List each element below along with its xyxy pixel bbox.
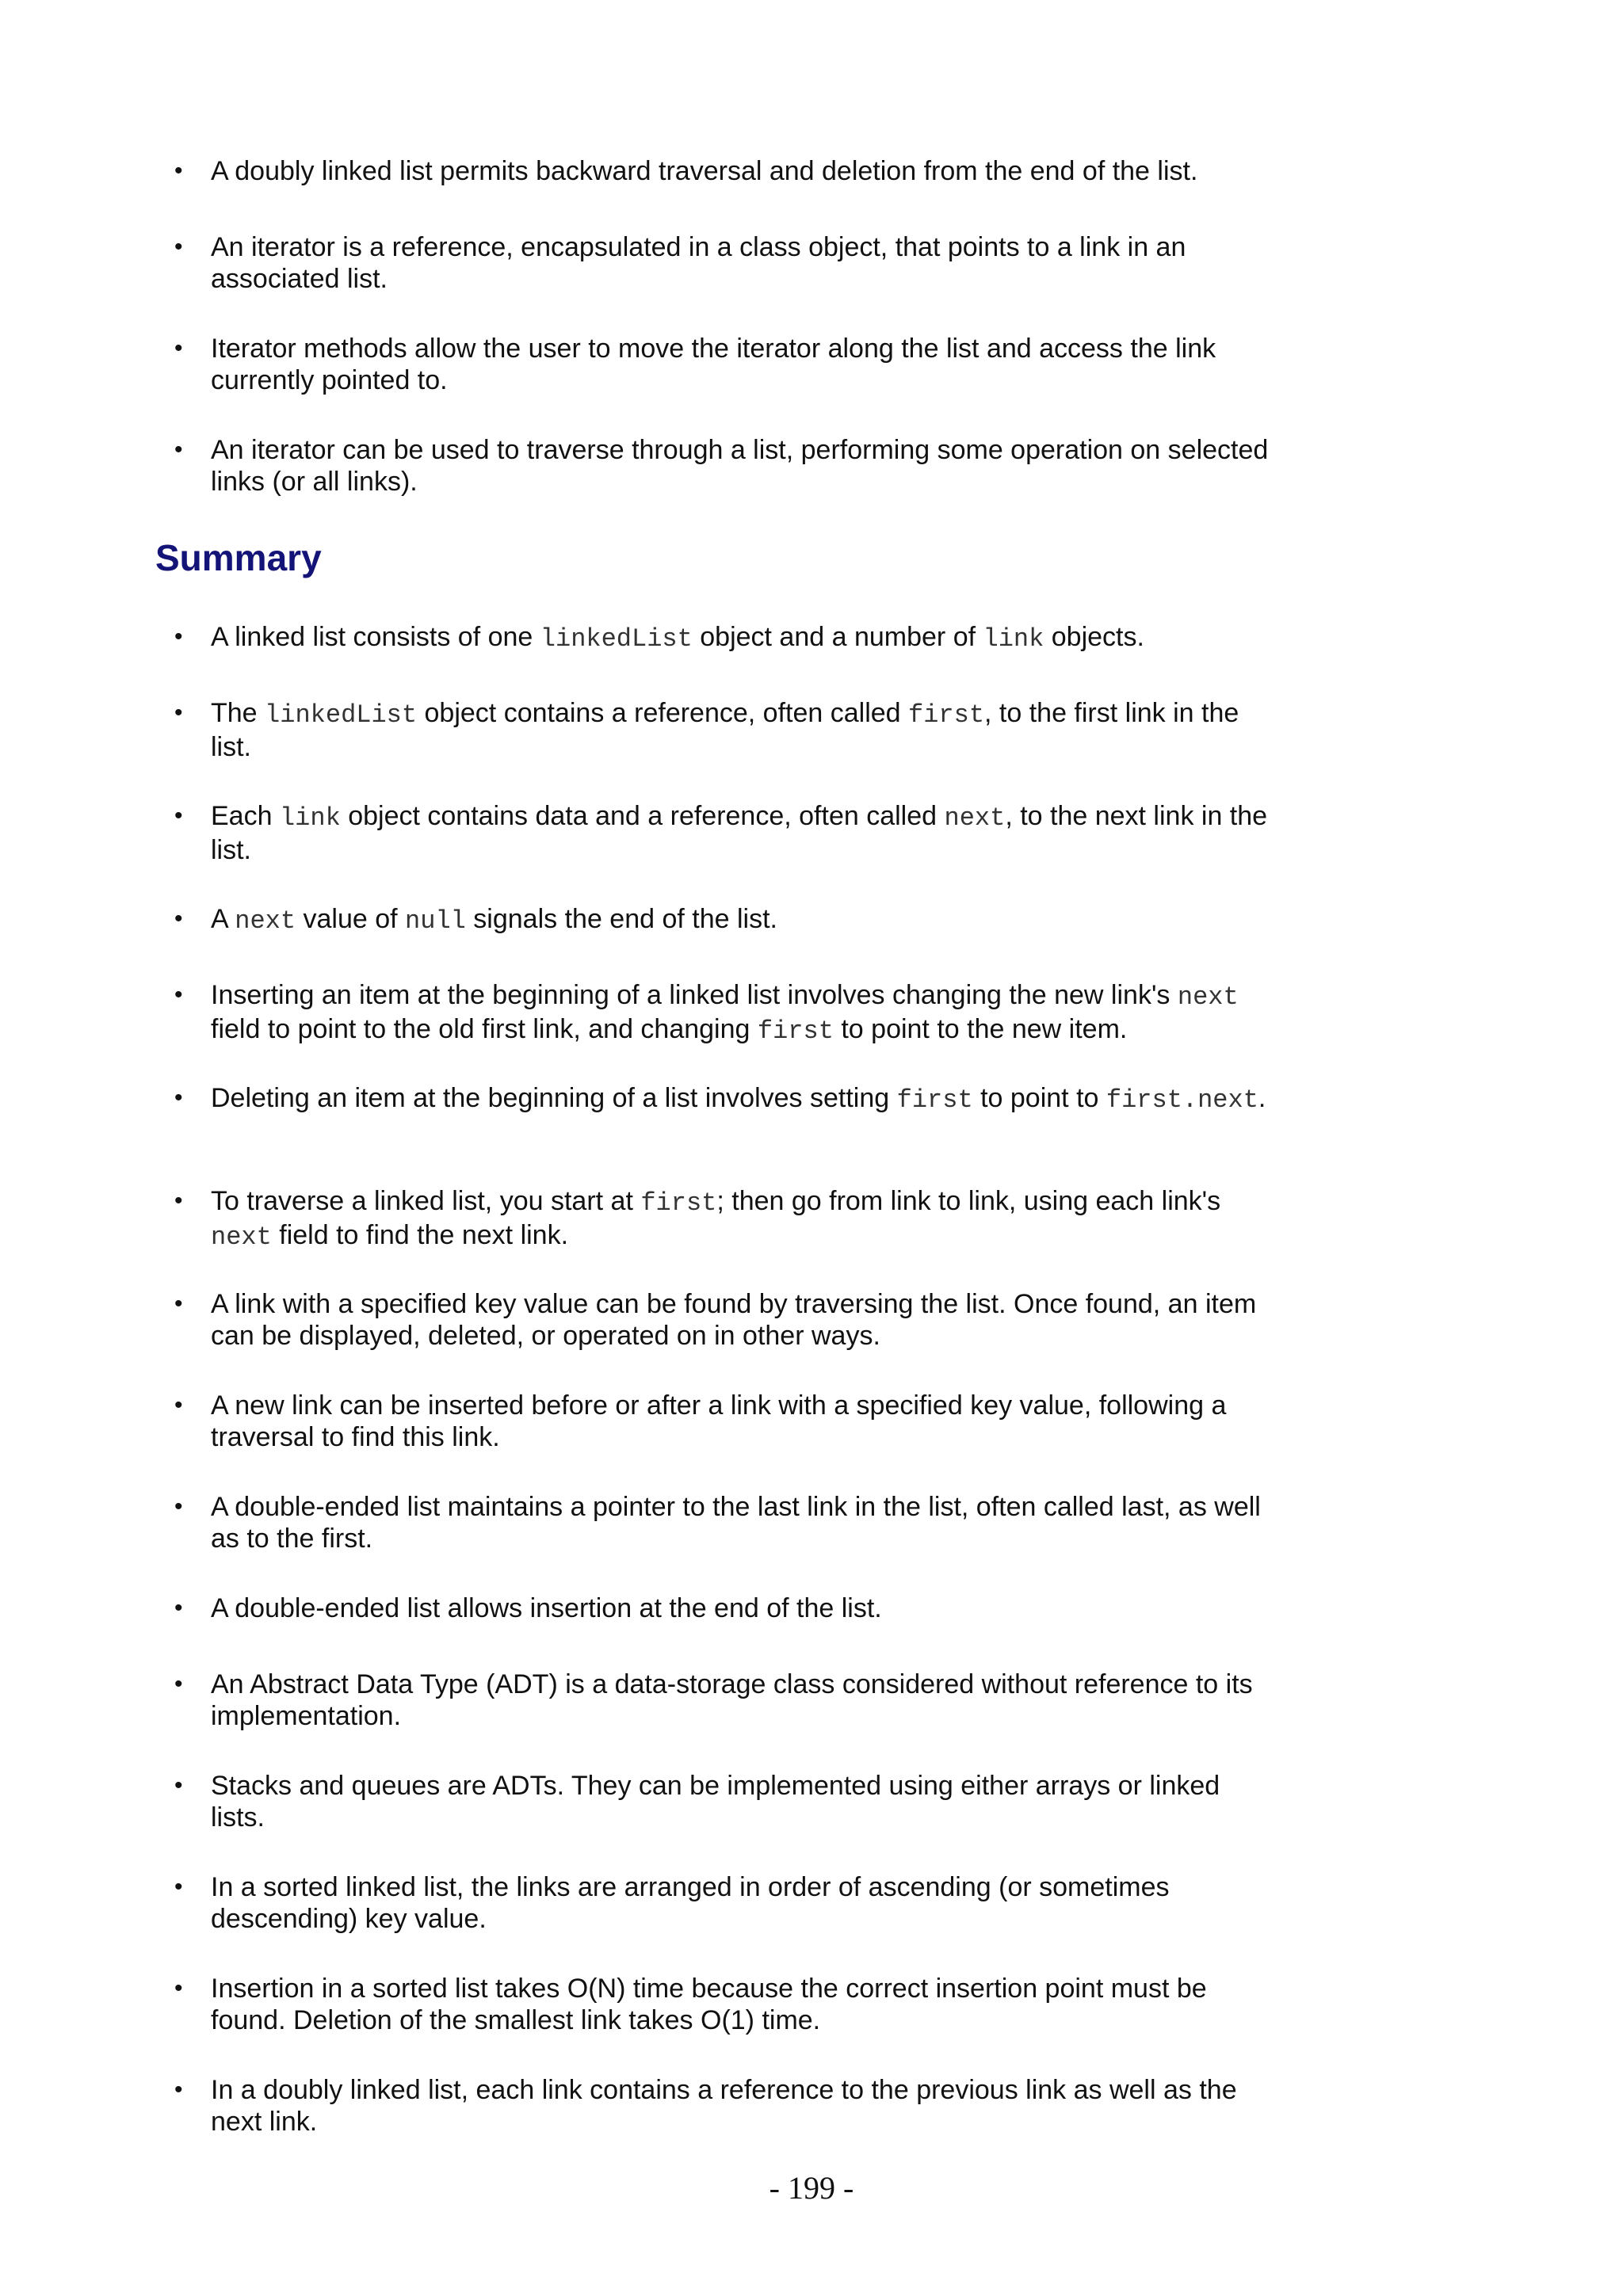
inline-code: next (211, 1222, 272, 1252)
bullet-icon: • (174, 1772, 183, 1798)
bullet-icon: • (174, 1188, 183, 1214)
text-run: Iterator methods allow the user to move the iterator along the list and access the link currently pointed to. (211, 334, 1216, 395)
text-run: to point to (972, 1083, 1106, 1113)
bullet-icon: • (174, 335, 183, 361)
text-run: ; then go from link to link, using each link's (716, 1186, 1221, 1216)
bullet-icon: • (174, 158, 183, 184)
section-heading-summary: Summary (155, 537, 322, 578)
text-run: An Abstract Data Type (ADT) is a data-storage class considered without reference to its implementation. (211, 1669, 1253, 1731)
list-item-text (211, 697, 1281, 763)
text-run: , to the first link in the list. (211, 698, 1239, 762)
bullet-icon: • (174, 1874, 183, 1900)
bullet-icon: • (174, 624, 183, 650)
text-run: A (211, 904, 235, 934)
inline-code: linkedList (540, 624, 693, 654)
inline-code: first (757, 1016, 834, 1046)
bullet-icon: • (174, 1085, 183, 1111)
bullet-icon: • (174, 1975, 183, 2001)
text-run: Stacks and queues are ADTs. They can be implemented using either arrays or linked lists. (211, 1771, 1220, 1833)
list-item-text (211, 1871, 1281, 1935)
list-item-text (211, 333, 1281, 396)
list-item-text (211, 979, 1281, 1047)
text-run: In a sorted linked list, the links are arranged in order of ascending (or sometimes descending) key value. (211, 1872, 1170, 1934)
text-run: object and a number of (692, 622, 983, 652)
list-item-text (211, 231, 1281, 295)
inline-code: linkedList (265, 700, 418, 730)
text-run: field to point to the old first link, and changing (211, 1014, 758, 1044)
inline-code: link (983, 624, 1044, 654)
list-item-text (211, 1390, 1281, 1453)
text-run: A link with a specified key value can be found by traversing the list. Once found, an item can be displayed, deleted, or operated on in other ways. (211, 1289, 1257, 1351)
text-run: field to find the next link. (271, 1220, 569, 1250)
text-run: A doubly linked list permits backward traversal and deletion from the end of the list. (211, 156, 1198, 186)
inline-code: next (1177, 982, 1239, 1012)
text-run: Each (211, 801, 280, 831)
text-run: A linked list consists of one (211, 622, 540, 652)
text-run: value of (296, 904, 406, 934)
text-run: To traverse a linked list, you start at (211, 1186, 641, 1216)
bullet-icon: • (174, 906, 183, 932)
inline-code: first.next (1106, 1085, 1258, 1115)
text-run: to point to the new item. (833, 1014, 1128, 1044)
bullet-icon: • (174, 803, 183, 829)
text-run: Deleting an item at the beginning of a list involves setting (211, 1083, 897, 1113)
list-item-text (211, 1770, 1281, 1833)
text-run: The (211, 698, 265, 728)
list-item-text (211, 903, 1281, 937)
list-item-text (211, 1082, 1281, 1116)
bullet-icon: • (174, 982, 183, 1008)
text-run: , to the next link in the list. (211, 801, 1268, 865)
inline-code: next (235, 906, 296, 936)
inline-code: first (896, 1085, 973, 1115)
page-number: - 199 - (769, 2170, 854, 2206)
bullet-icon: • (174, 437, 183, 463)
bullet-icon: • (174, 700, 183, 726)
text-run: In a doubly linked list, each link contains a reference to the previous link as well as the next link. (211, 2075, 1237, 2137)
text-run: An iterator can be used to traverse through a list, performing some operation on selected links (or all links). (211, 435, 1269, 497)
inline-code: null (405, 906, 466, 936)
text-run: A double-ended list maintains a pointer to the last link in the list, often called last, as well as to the first. (211, 1492, 1261, 1554)
list-item-text (211, 1973, 1281, 2036)
text-run: A new link can be inserted before or after a link with a specified key value, following a traversal to find this link. (211, 1390, 1227, 1452)
list-item-text (211, 800, 1281, 866)
list-item-text (211, 1669, 1281, 1732)
list-item-text (211, 1592, 1281, 1624)
list-item-text (211, 434, 1281, 498)
text-run: Inserting an item at the beginning of a linked list involves changing the new link's (211, 980, 1178, 1010)
inline-code: next (944, 803, 1006, 833)
bullet-icon: • (174, 234, 183, 260)
inline-code: link (279, 803, 341, 833)
bullet-icon: • (174, 2077, 183, 2103)
text-run: Insertion in a sorted list takes O(N) time because the correct insertion point must be found. Deletion of the smallest link takes O(1) time. (211, 1974, 1207, 2035)
list-item-text (211, 155, 1281, 187)
list-item-text (211, 621, 1281, 655)
list-item-text (211, 1185, 1281, 1253)
bullet-icon: • (174, 1671, 183, 1697)
bullet-icon: • (174, 1595, 183, 1621)
text-run: signals the end of the list. (465, 904, 777, 934)
list-item-text (211, 1491, 1281, 1554)
list-item-text (211, 2074, 1281, 2138)
bullet-icon: • (174, 1291, 183, 1317)
text-run: object contains data and a reference, often called (340, 801, 945, 831)
text-run: A double-ended list allows insertion at the end of the list. (211, 1593, 882, 1623)
text-run: . (1258, 1083, 1266, 1113)
text-run: An iterator is a reference, encapsulated in a class object, that points to a link in an associated list. (211, 232, 1186, 294)
bullet-icon: • (174, 1392, 183, 1418)
text-run: object contains a reference, often called (417, 698, 909, 728)
inline-code: first (640, 1188, 717, 1218)
list-item-text (211, 1288, 1281, 1352)
bullet-icon: • (174, 1493, 183, 1520)
text-run: objects. (1044, 622, 1144, 652)
inline-code: first (908, 700, 985, 730)
